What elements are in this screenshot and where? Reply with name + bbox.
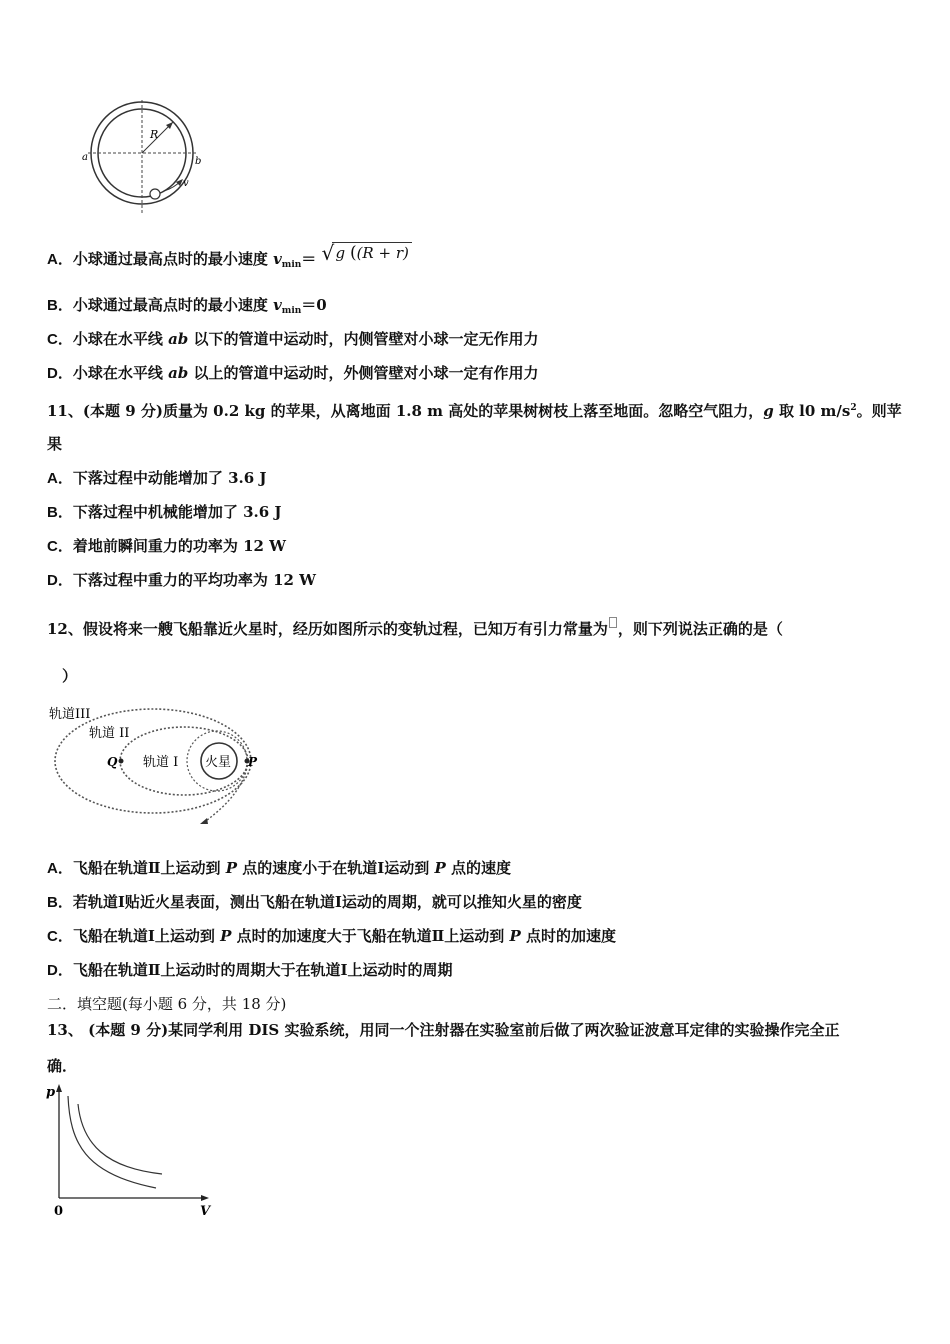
label-origin: 0 xyxy=(54,1204,64,1219)
label-q: Q xyxy=(107,755,118,769)
missing-symbol-box xyxy=(609,617,617,628)
q10-option-c: C．小球在水平线 ab 以下的管道中运动时，内侧管壁对小球一定无作用力 xyxy=(47,330,539,348)
label-p-axis: p xyxy=(46,1085,56,1100)
label-R: R xyxy=(150,128,159,141)
q11-option-c: C．着地前瞬间重力的功率为 12 W xyxy=(47,537,287,555)
q12-stem-line2: ） xyxy=(62,667,78,685)
label-v-axis: V xyxy=(200,1204,211,1219)
q11-option-a: A．下落过程中动能增加了 3.6 J xyxy=(47,469,267,487)
isotherm-lower xyxy=(68,1096,156,1188)
q11-option-d: D．下落过程中重力的平均功率为 12 W xyxy=(47,571,317,589)
pv-graph xyxy=(44,1082,219,1222)
q10-option-b: B．小球通过最高点时的最小速度 $v_{min}=0$ xyxy=(47,296,327,316)
section-2-title: 二．填空题(每小题 6 分，共 18 分) xyxy=(47,995,287,1013)
approach-arrow-head xyxy=(200,818,208,824)
ring-tube-figure xyxy=(78,98,218,218)
label-p: P xyxy=(248,755,258,769)
q13-stem-line2: 确． xyxy=(47,1057,78,1075)
label-b: b xyxy=(195,156,202,167)
label-v: v xyxy=(183,178,189,189)
v-axis-arrow xyxy=(201,1195,209,1201)
q11-stem: 11、(本题 9 分)质量为 0.2 kg 的苹果，从离地面 1.8 m 高处的苹果树树枝上落至地面。忽略空气阻力，g 取 l0 $m/s^2$。则苹 xyxy=(47,402,902,420)
q10-option-a: A．小球通过最高点时的最小速度 $v_{min}=$ √ g ((R + r) xyxy=(47,248,412,275)
small-ball xyxy=(150,189,160,199)
label-orbit-3: 轨道III xyxy=(49,707,91,722)
orbit-figure xyxy=(45,703,275,828)
q13-stem: 13、 (本题 9 分)某同学利用 DIS 实验系统，用同一个注射器在实验室前后做了两次验证波意耳定律的实验操作完全正 xyxy=(47,1021,840,1039)
q10-option-d: D．小球在水平线 ab 以上的管道中运动时，外侧管壁对小球一定有作用力 xyxy=(47,364,539,382)
sqrt-expression: √ g ((R + r) xyxy=(322,242,412,263)
point-q-dot xyxy=(119,759,124,764)
q12-option-b: B．若轨道Ⅰ贴近火星表面，测出飞船在轨道Ⅰ运动的周期，就可以推知火星的密度 xyxy=(47,893,582,911)
isotherm-upper xyxy=(78,1104,162,1174)
q11-option-b: B．下落过程中机械能增加了 3.6 J xyxy=(47,503,282,521)
label-a: a xyxy=(82,152,88,163)
label-orbit-1: 轨道 I xyxy=(143,755,179,770)
label-mars: 火星 xyxy=(205,755,232,770)
label-orbit-2: 轨道 II xyxy=(89,726,130,741)
p-axis-arrow xyxy=(56,1084,62,1092)
q11-stem-line2: 果 xyxy=(47,435,63,453)
q12-option-d: D．飞船在轨道Ⅱ上运动时的周期大于在轨道Ⅰ上运动时的周期 xyxy=(47,961,453,979)
q12-stem: 12、假设将来一艘飞船靠近火星时，经历如图所示的变轨过程，已知万有引力常量为 ，则下列说法正确的是（ xyxy=(47,617,783,639)
q12-option-a: A．飞船在轨道Ⅱ上运动到 P 点的速度小于在轨道Ⅰ运动到 P 点的速度 xyxy=(47,859,511,877)
q12-option-c: C．飞船在轨道Ⅰ上运动到 P 点时的加速度大于飞船在轨道Ⅱ上运动到 P 点时的加速度 xyxy=(47,927,616,945)
